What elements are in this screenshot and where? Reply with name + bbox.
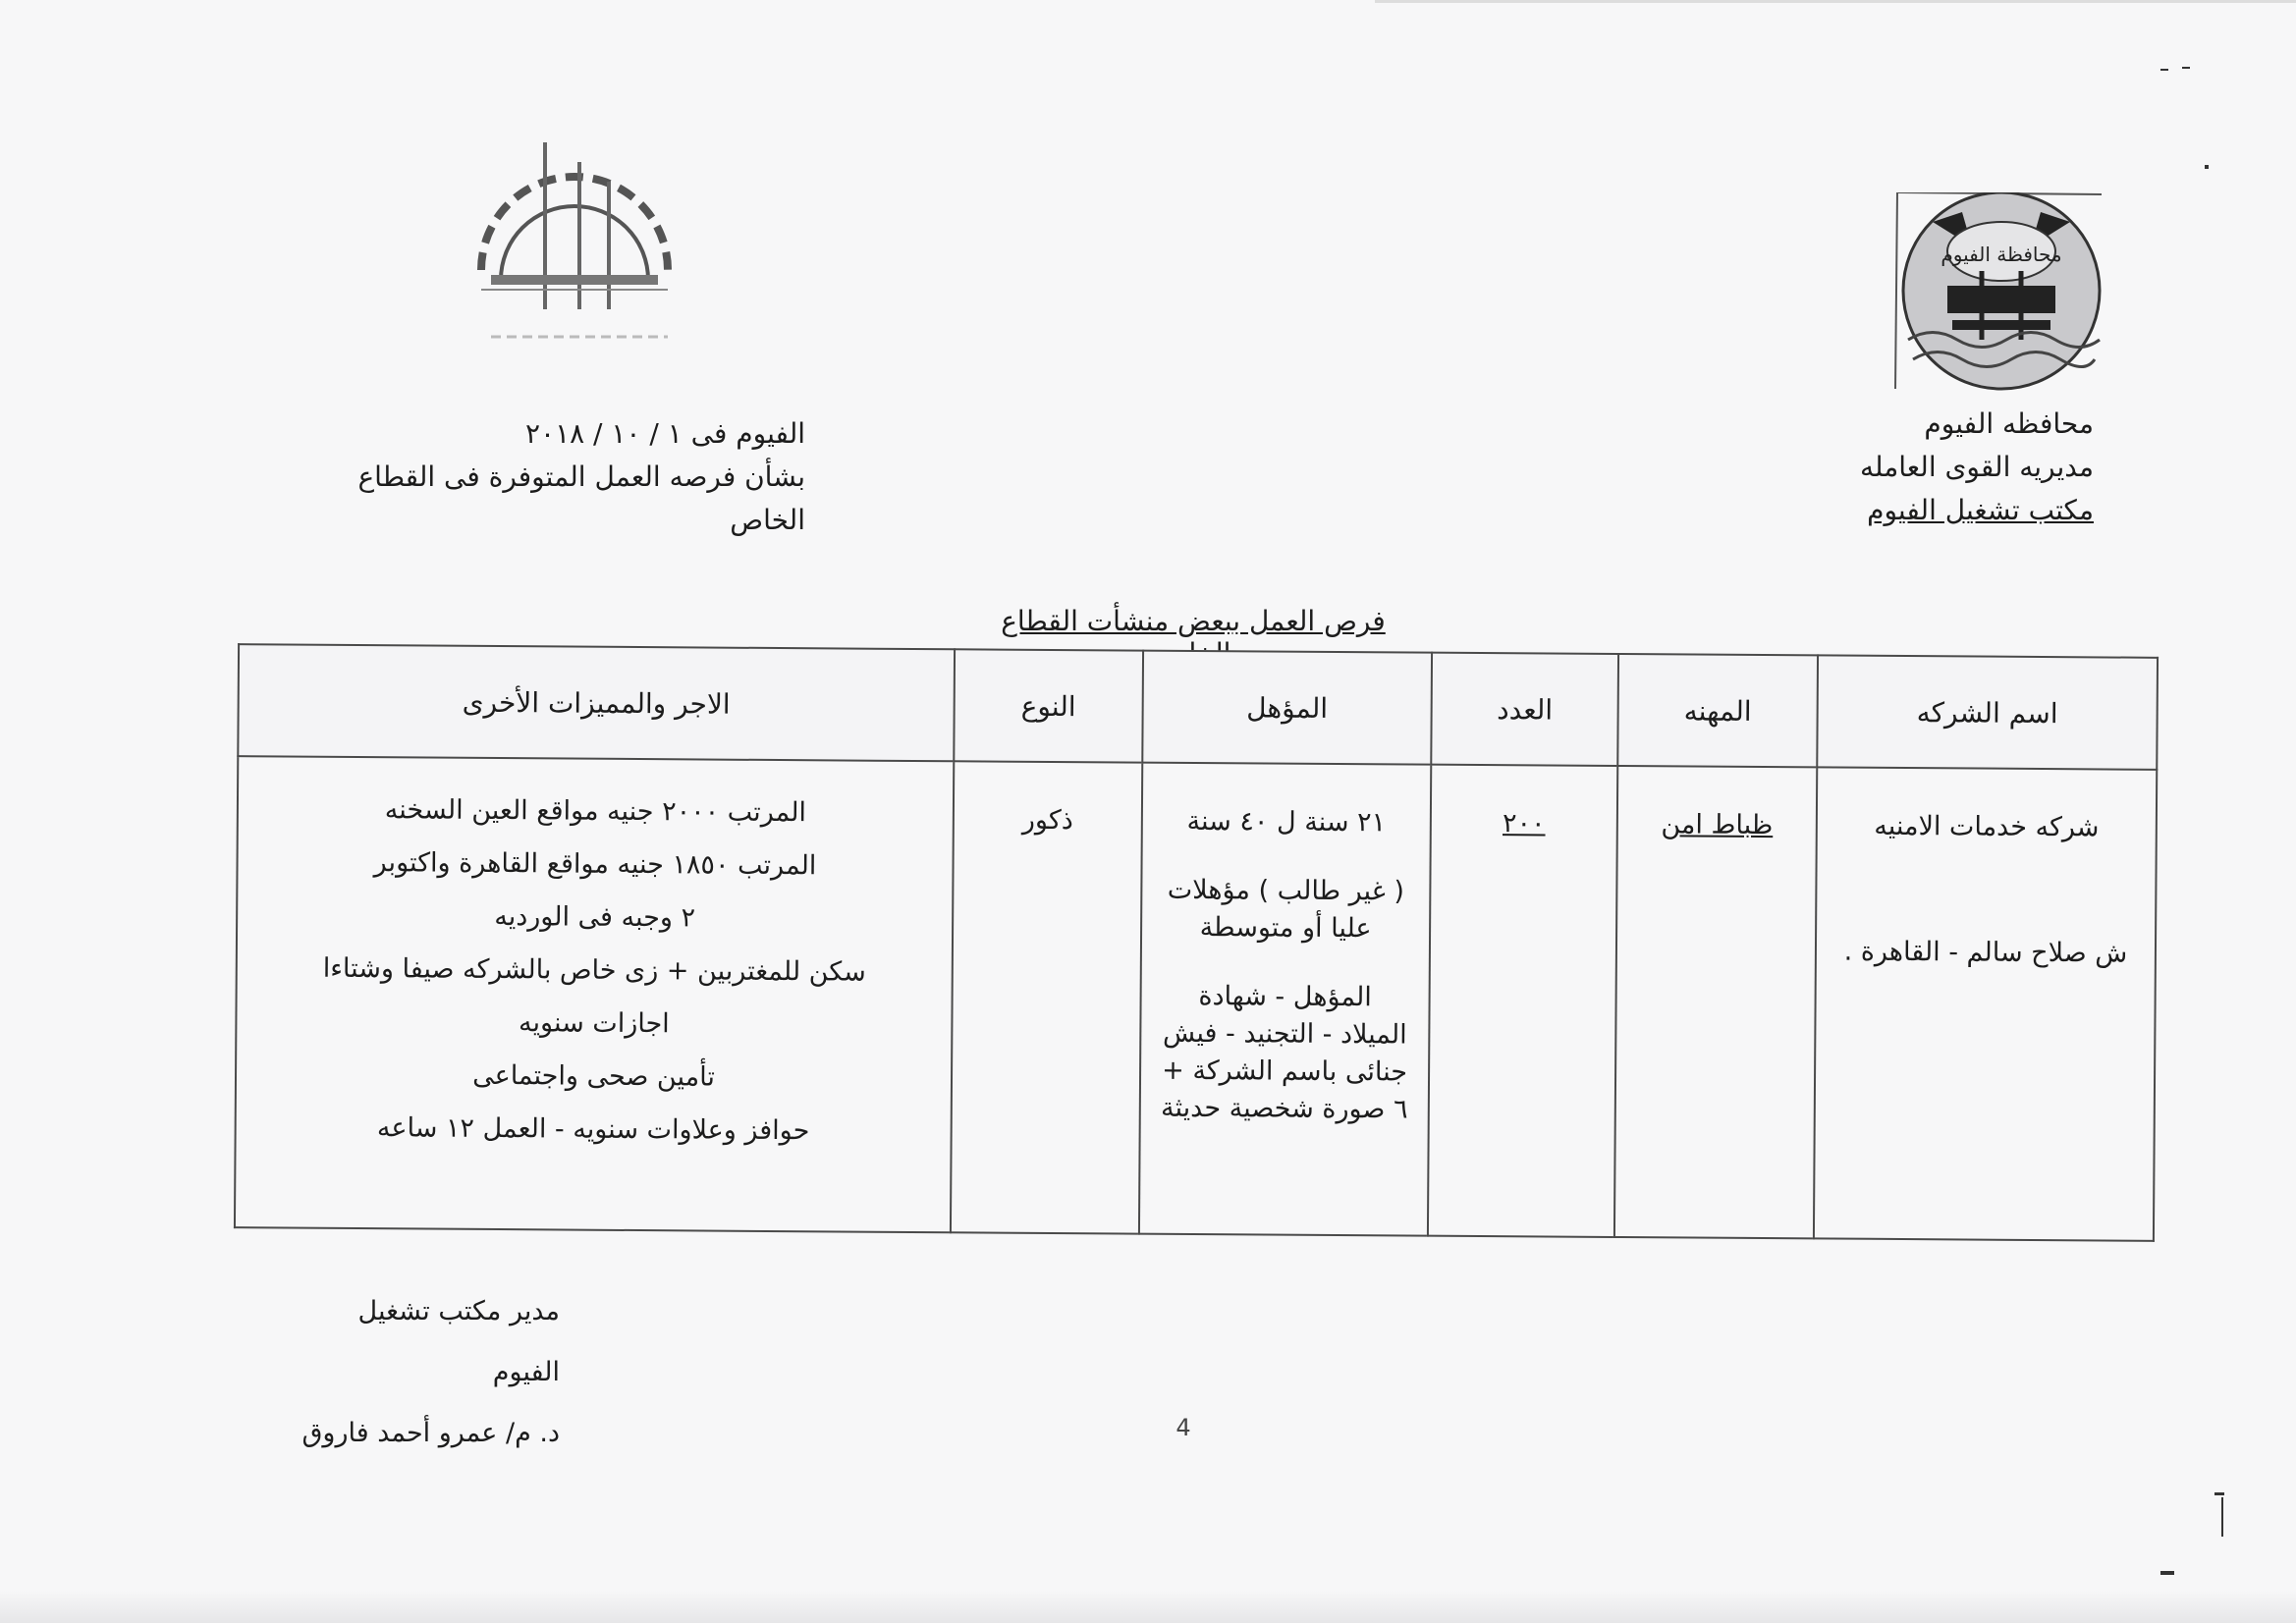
cell-count	[1428, 765, 1617, 1237]
signature-block	[285, 1281, 560, 1464]
cell-gender	[951, 761, 1142, 1233]
cell-qualification	[1139, 763, 1431, 1236]
signer-title: مدير مكتب تشغيل الفيوم	[357, 1296, 560, 1387]
scan-mark	[2221, 1497, 2223, 1537]
scan-mark	[2182, 67, 2190, 69]
table-title: فرص العمل ببعض منشأت القطاع	[1001, 605, 1386, 637]
emblem-text: محافظة الفيوم	[1941, 243, 2062, 266]
document-date: الفيوم فى ١ / ١٠ / ٢٠١٨	[525, 417, 805, 450]
jobs-table	[234, 643, 2159, 1242]
header-wage: الاجر والمميزات الأخرى	[238, 644, 955, 761]
scan-mark	[2205, 165, 2209, 169]
scan-mark	[2160, 69, 2168, 71]
wage-line: المرتب ٢٠٠٠ جنيه مواقع العين السخنه	[384, 794, 807, 829]
wage-line: اجازات سنويه	[518, 1007, 670, 1040]
qualification-age: ٢١ سنة ل ٤٠ سنة	[1186, 805, 1387, 839]
cell-company	[1814, 767, 2157, 1240]
job-count: ٢٠٠	[1502, 808, 1546, 839]
governorate-name: محافظه الفيوم	[1924, 407, 2094, 440]
qualification-documents: المؤهل - شهادة الميلاد - التجنيد - فيش جنائى باسم الشركة + ٦ صورة شخصية حديثة	[1160, 981, 1408, 1125]
table-row	[235, 756, 2157, 1241]
gender-value: ذكور	[1021, 804, 1073, 837]
directorate-name: مديريه القوى العامله	[1859, 451, 2094, 483]
company-name: شركه خدمات الامنيه	[1874, 810, 2100, 843]
qualification-level: ( غير طالب ) مؤهلات عليا أو متوسطة	[1167, 874, 1405, 945]
wage-line: سكن للمغتربين + زى خاص بالشركه صيفا وشتاءا	[322, 952, 866, 988]
company-address: ش صلاح سالم - القاهرة .	[1843, 936, 2128, 969]
scan-edge-bottom	[0, 1591, 2296, 1623]
signer-name: د. م/ عمرو أحمد فاروق	[301, 1418, 560, 1448]
page-number: 4	[1175, 1414, 1191, 1441]
header-job: المهنه	[1617, 654, 1818, 767]
wage-line: ٢ وجبه فى الورديه	[494, 901, 696, 934]
scan-mark	[2214, 1492, 2224, 1495]
table-header-row	[238, 644, 2158, 770]
header-company: اسم الشركه	[1817, 655, 2158, 769]
wage-line: المرتب ١٨٥٠ جنيه مواقع القاهرة واكتوبر	[373, 847, 817, 882]
scan-mark	[2160, 1571, 2174, 1575]
ministry-gear-emblem	[471, 142, 678, 349]
wage-line: تأمين صحى واجتماعى	[472, 1059, 716, 1093]
scan-edge-top	[1375, 0, 2296, 3]
office-name: مكتب تشغيل الفيوم	[1867, 494, 2094, 526]
job-title: ظباط امن	[1661, 809, 1774, 841]
header-qualification: المؤهل	[1142, 651, 1432, 765]
document-subject: بشأن فرصه العمل المتوفرة فى القطاع الخاص	[357, 460, 805, 536]
fayoum-governorate-emblem	[1893, 192, 2104, 393]
header-left	[295, 412, 805, 542]
wage-line: حوافز وعلاوات سنويه - العمل ١٢ ساعه	[376, 1112, 810, 1147]
header-gender: النوع	[954, 649, 1143, 762]
cell-wage	[235, 756, 954, 1232]
header-right	[1721, 403, 2094, 532]
cell-job	[1614, 766, 1817, 1238]
header-count: العدد	[1431, 653, 1618, 766]
